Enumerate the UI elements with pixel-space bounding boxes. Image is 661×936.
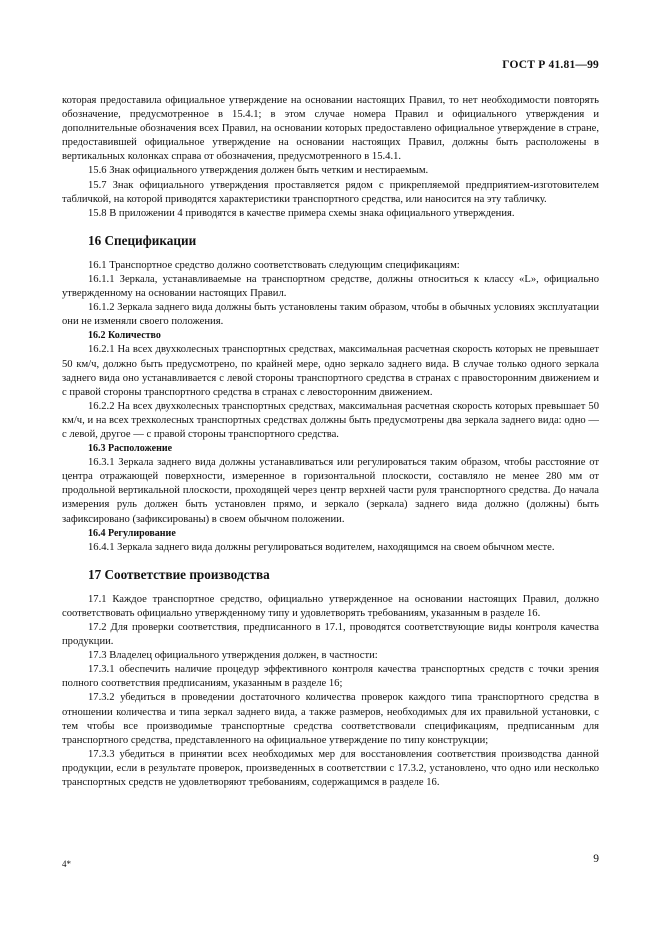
sheet-mark: 4* <box>62 859 71 869</box>
document-body <box>62 94 599 790</box>
paragraph-16-1-2: 16.1.2 Зеркала заднего вида должны быть установлены таким образом, чтобы в обычных условиях эксплуатации они не изменяли своего положения. <box>62 302 599 328</box>
subheading-16-3: 16.3 Расположение <box>88 443 173 455</box>
paragraph-15-8: 15.8 В приложении 4 приводятся в качестве примера схемы знака официального утверждения. <box>88 207 515 219</box>
paragraph-17-3-2: 17.3.2 убедиться в проведении достаточного количества проверок каждого типа транспортного средства в отношении количества и типа зеркал заднего вида, а также размеров, необходимых для их правильной установки, с тем чтобы все производимые транспортные средства соответствовали спецификациям, предписанным для транспортного средства, представленного на официальное утверждение по типу конструкции; <box>62 692 599 746</box>
paragraph-16-1: 16.1 Транспортное средство должно соответствовать следующим спецификациям: <box>88 259 460 271</box>
paragraph-continuation: которая предоставила официальное утверждение на основании настоящих Правил, то нет необходимости повторять обозначение, предусмотренное в 15.4.1; в этом случае номера Правил и официального утверждения и дополнительные обозначения всех Правил, на основании которых предоставлено официальное утверждение в стране, предоставившей официальное утверждение на основании настоящих Правил, должны быть расположены в вертикальных колонках справа от обозначения, предусмотренного в 15.4.1. <box>62 95 599 163</box>
paragraph-15-7: 15.7 Знак официального утверждения проставляется рядом с прикрепляемой предприятием-изготовителем табличкой, на которой приводятся характеристики транспортного средства, или наносится на эту табличку. <box>62 179 599 205</box>
paragraph-17-3: 17.3 Владелец официального утверждения должен, в частности: <box>88 650 378 662</box>
paragraph-16-4-1: 16.4.1 Зеркала заднего вида должны регулироваться водителем, находящимся на своем обычном месте. <box>88 541 555 553</box>
subheading-16-4: 16.4 Регулирование <box>88 527 176 539</box>
section-16-heading: 16 Спецификации <box>88 232 197 248</box>
paragraph-17-3-1: 17.3.1 обеспечить наличие процедур эффективного контроля качества транспортных средств с точки зрения полного соответствия предписаниям, указанным в разделе 16; <box>62 664 599 690</box>
page-number: 9 <box>593 853 599 865</box>
paragraph-16-3-1: 16.3.1 Зеркала заднего вида должны устанавливаться или регулироваться таким образом, чтобы расстояние от центра отражающей поверхности, измеренное в горизонтальной плоскости, составляло не менее 280 мм от продольной вертикальной плоскости, проходящей через центр верхней части руля транспортного средства. До начала измерения руль должен быть установлен прямо, и зеркало (зеркала) заднего вида должно (должны) быть зафиксировано (зафиксированы) в своем обычном положении. <box>62 457 599 525</box>
paragraph-16-1-1: 16.1.1 Зеркала, устанавливаемые на транспортном средстве, должны относиться к классу «L», официально утвержденному на основании настоящих Правил. <box>62 273 599 300</box>
paragraph-15-6: 15.6 Знак официального утверждения должен быть четким и нестираемым. <box>88 165 429 177</box>
standard-designation: ГОСТ Р 41.81—99 <box>502 59 599 71</box>
paragraph-16-2-2: 16.2.2 На всех двухколесных транспортных средствах, максимальная расчетная скорость которых превышает 50 км/ч, и на всех трехколесных транспортных средствах должны быть предусмотрены два зеркала заднего вида: одно — с левой, другое — с правой стороны транспортного средства. <box>62 400 599 440</box>
paragraph-17-1: 17.1 Каждое транспортное средство, официально утвержденное на основании настоящих Правил, должно соответствовать официально утвержденному типу и удовлетворять требованиям, указанным в разделе 16. <box>62 593 599 619</box>
paragraph-17-2: 17.2 Для проверки соответствия, предписанного в 17.1, проводятся соответствующие виды контроля качества продукции. <box>62 622 599 648</box>
section-17-heading: 17 Соответствие производства <box>88 566 270 582</box>
paragraph-17-3-3: 17.3.3 убедиться в принятии всех необходимых мер для восстановления соответствия производства данной продукции, если в результате проверок, произведенных в соответствии с 17.3.2, установлено, что одно или несколько транспортных средств не удовлетворяют требованиям, содержащимся в разделе 16. <box>62 748 599 789</box>
subheading-16-2: 16.2 Количество <box>88 330 161 342</box>
paragraph-16-2-1: 16.2.1 На всех двухколесных транспортных средствах, максимальная расчетная скорость которых не превышает 50 км/ч, должно быть предусмотрено, по крайней мере, одно зеркало заднего вида. В случае только одного зеркала заднего вида оно устанавливается с левой стороны транспортного средства в странах с правосторонним движением и с правой стороны транспортного средства в странах с левосторонним движением. <box>62 344 599 398</box>
